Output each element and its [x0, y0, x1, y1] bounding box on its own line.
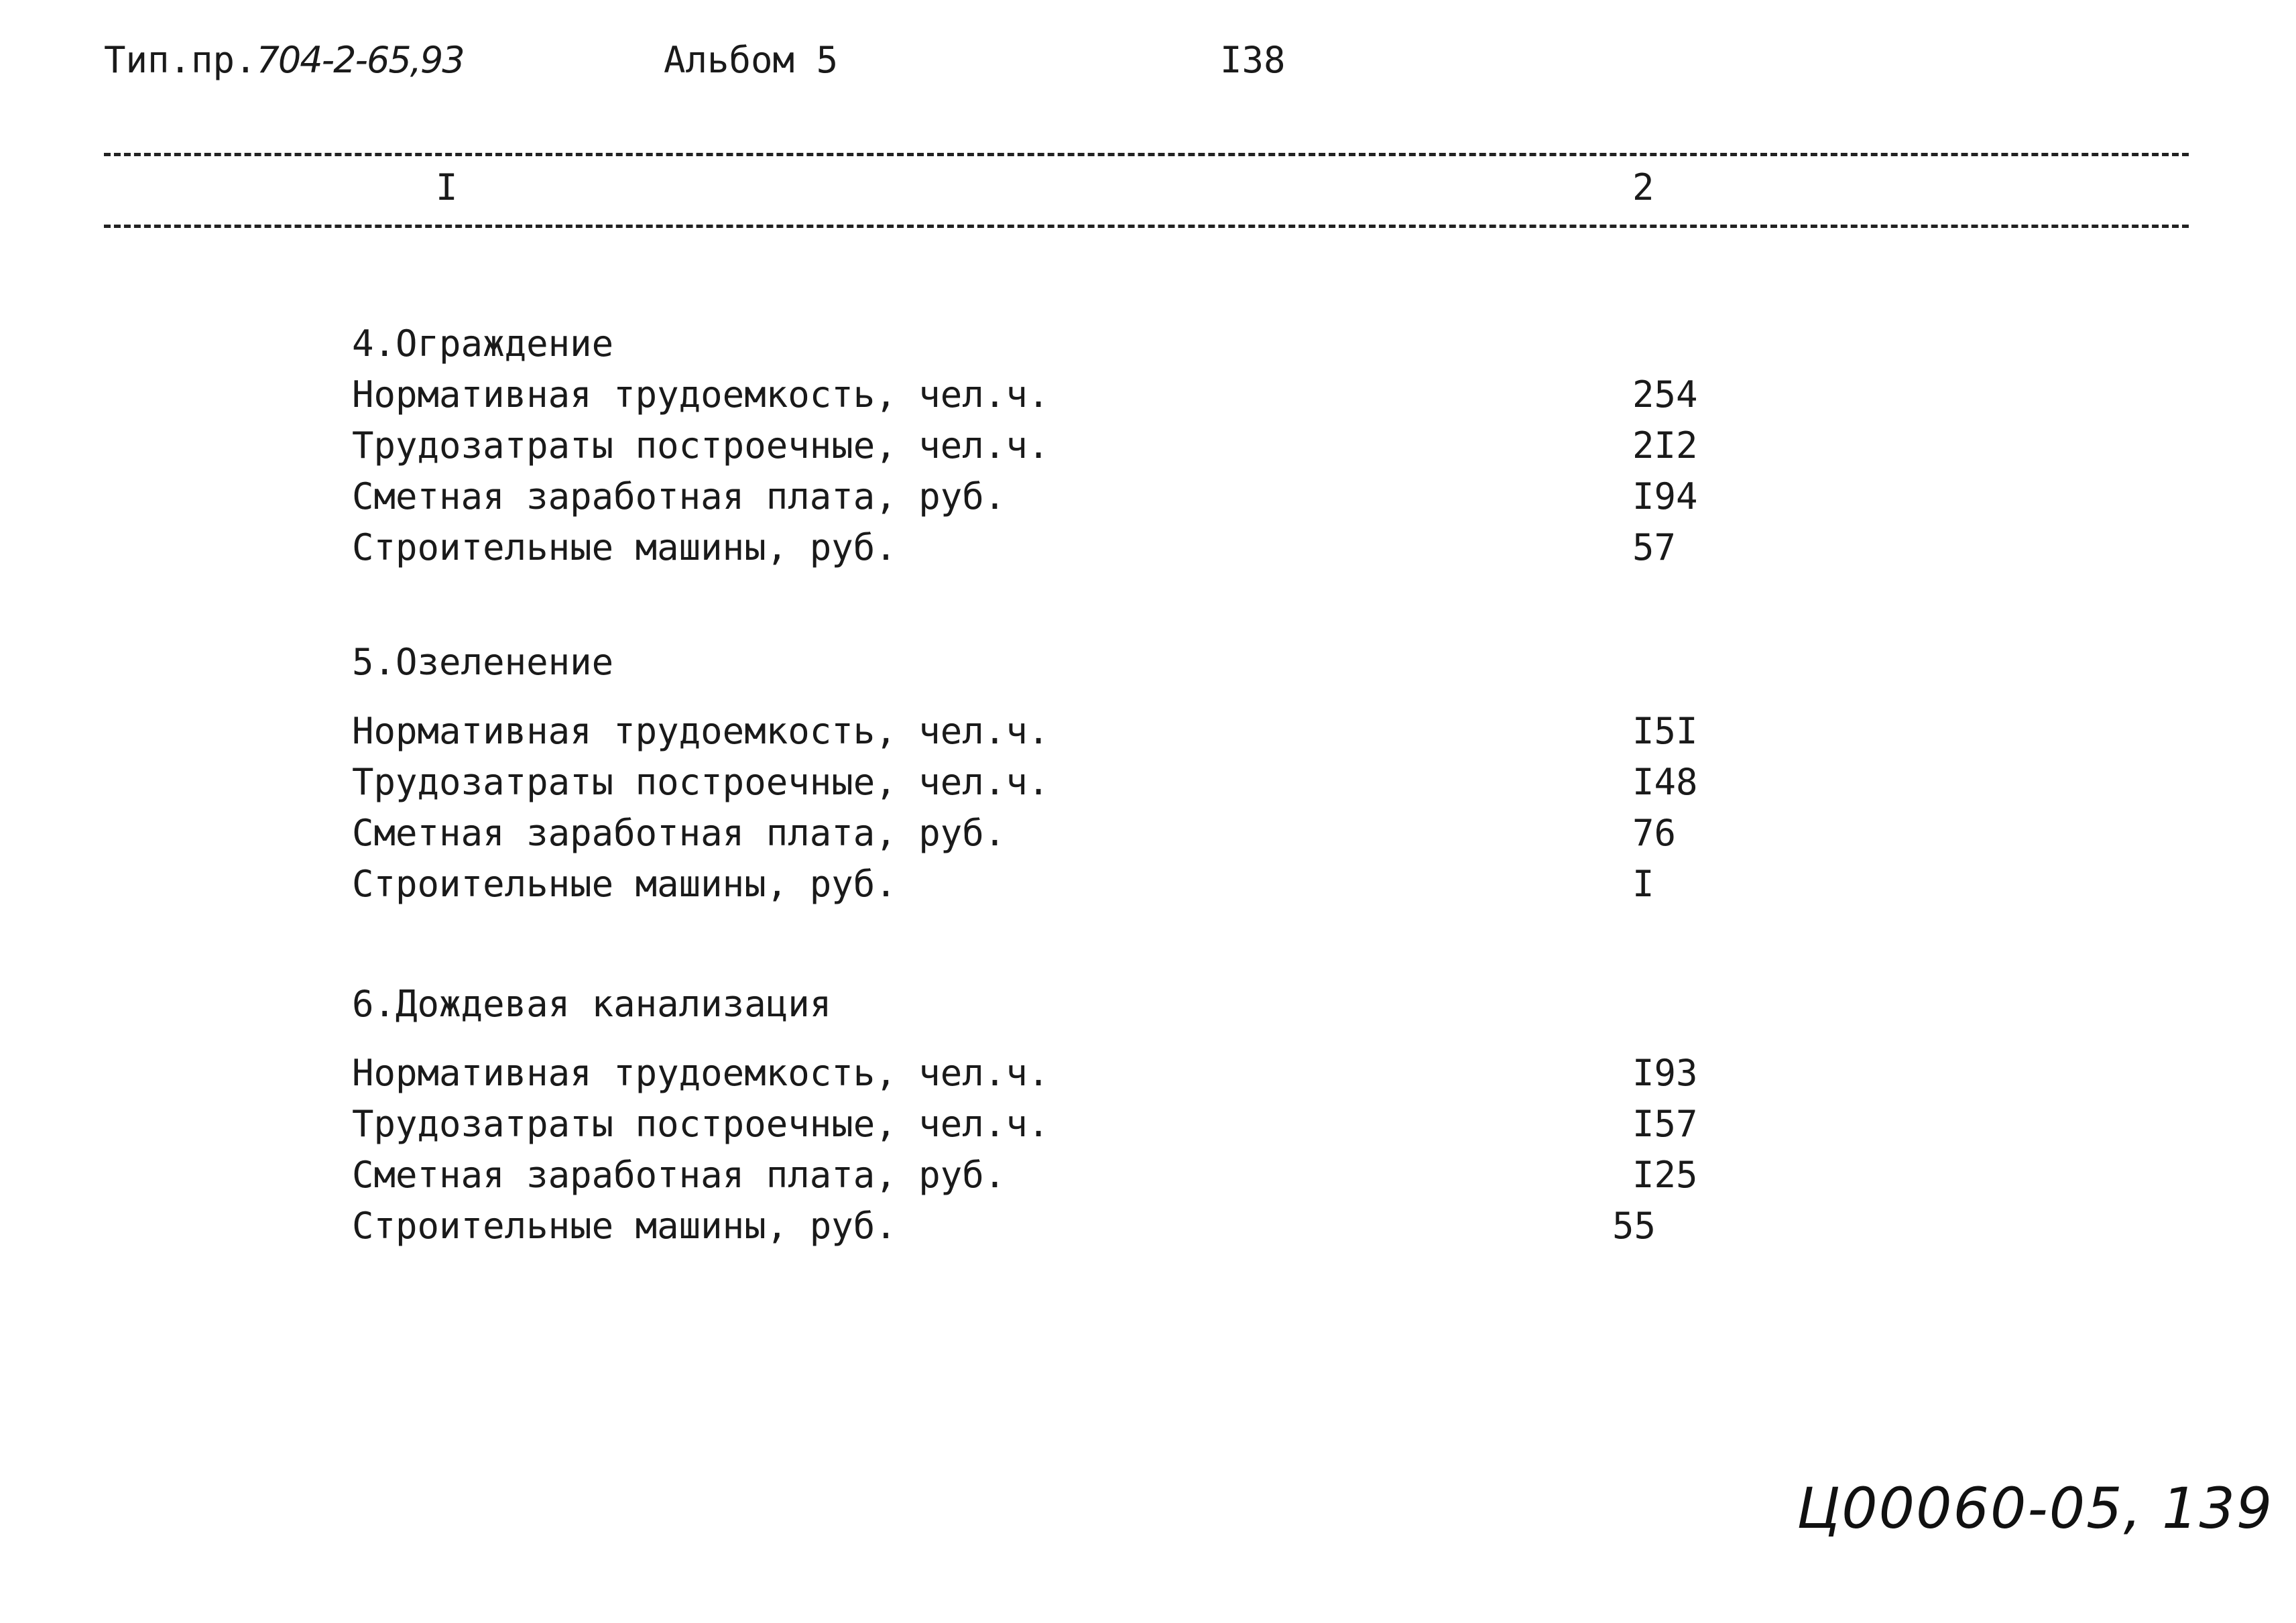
row-label: Строительные машины, руб. — [352, 526, 897, 568]
row-value: 55 — [1612, 1205, 1656, 1247]
page-number: I38 — [1220, 39, 1286, 81]
row-label: Сметная заработная плата, руб. — [352, 475, 1006, 518]
row-value: I25 — [1632, 1154, 1698, 1196]
table-row — [352, 1201, 1894, 1252]
project-reference — [104, 37, 464, 84]
table-row — [352, 859, 1894, 910]
section-fence — [352, 318, 1894, 573]
section-title: 5.Озеленение — [352, 641, 614, 683]
page-header — [104, 37, 2048, 84]
row-label: Трудозатраты построечные, чел.ч. — [352, 424, 1050, 467]
row-value: 57 — [1632, 526, 1677, 568]
row-label: Строительные машины, руб. — [352, 1205, 897, 1247]
table-row — [352, 420, 1894, 471]
project-reference-code: 704-2-65,93 — [256, 39, 464, 81]
table-row — [352, 808, 1894, 859]
row-value: 254 — [1632, 373, 1698, 416]
section-rows — [352, 1048, 1894, 1252]
column-header-1: I — [436, 166, 458, 208]
row-value: 76 — [1632, 812, 1677, 854]
row-label: Трудозатраты построечные, чел.ч. — [352, 761, 1050, 803]
section-rows — [352, 369, 1894, 573]
row-value: I57 — [1632, 1103, 1698, 1145]
table-row — [352, 757, 1894, 808]
row-label: Нормативная трудоемкость, чел.ч. — [352, 1052, 1050, 1094]
row-value: I — [1632, 863, 1654, 905]
row-value: I5I — [1632, 710, 1698, 752]
table-row — [352, 1099, 1894, 1150]
table-header-rule — [104, 225, 2189, 228]
row-value: I93 — [1632, 1052, 1698, 1094]
row-label: Сметная заработная плата, руб. — [352, 1154, 1006, 1196]
row-label: Нормативная трудоемкость, чел.ч. — [352, 710, 1050, 752]
album-label: Альбом 5 — [664, 39, 839, 81]
table-row — [352, 471, 1894, 522]
row-value: I48 — [1632, 761, 1698, 803]
table-row — [352, 1048, 1894, 1099]
section-landscaping — [352, 637, 1894, 910]
row-value: I94 — [1632, 475, 1698, 518]
section-title: 6.Дождевая канализация — [352, 983, 832, 1025]
table-row — [352, 1150, 1894, 1201]
project-reference-prefix: Тип.пр. — [104, 39, 257, 81]
row-value: 2I2 — [1632, 424, 1698, 467]
column-header-2: 2 — [1632, 166, 1654, 208]
row-label: Сметная заработная плата, руб. — [352, 812, 1006, 854]
table-row — [352, 522, 1894, 573]
table-row — [352, 369, 1894, 420]
handwritten-stamp: Ц00060-05, 139 — [1797, 1476, 2274, 1541]
section-rows — [352, 706, 1894, 910]
table-row — [352, 706, 1894, 757]
row-label: Трудозатраты построечные, чел.ч. — [352, 1103, 1050, 1145]
row-label: Строительные машины, руб. — [352, 863, 897, 905]
section-storm-drainage — [352, 979, 1894, 1252]
section-title: 4.Ограждение — [352, 322, 614, 365]
table-top-rule — [104, 153, 2189, 156]
row-label: Нормативная трудоемкость, чел.ч. — [352, 373, 1050, 416]
